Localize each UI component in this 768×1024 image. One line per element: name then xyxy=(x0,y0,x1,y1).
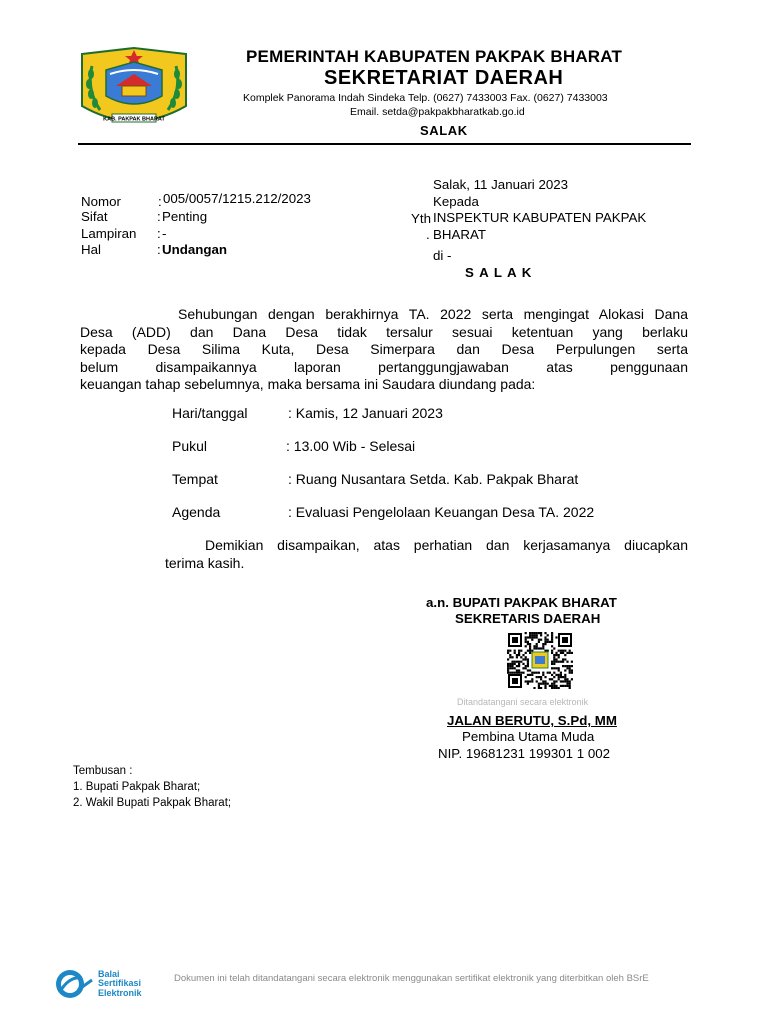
signer-name: JALAN BERUTU, S.Pd, MM xyxy=(447,713,617,728)
lampiran-value: - xyxy=(162,226,167,241)
detail-value-time: : 13.00 Wib - Selesai xyxy=(286,438,416,454)
lampiran-colon: : xyxy=(157,226,161,241)
yth-dot: . xyxy=(426,227,430,242)
sifat-value: Penting xyxy=(162,209,208,224)
paragraph-line: keuangan tahap sebelumnya, maka bersama ini Saudara diundang pada: xyxy=(80,376,536,393)
recipient-name-line2: BHARAT xyxy=(433,227,486,242)
detail-label-time: Pukul xyxy=(172,438,208,454)
paragraph-line: Desa (ADD) dan Dana Desa tidak tersalur sesuai ketentuan yang berlaku xyxy=(80,323,688,340)
header-divider xyxy=(78,143,691,145)
signer-rank: Pembina Utama Muda xyxy=(462,729,595,744)
office-city: SALAK xyxy=(420,123,468,138)
hal-colon: : xyxy=(157,242,161,257)
recipient-place: S A L A K xyxy=(465,265,533,280)
detail-value-agenda: : Evaluasi Pengelolaan Keuangan Desa TA. 2022 xyxy=(288,504,595,520)
government-title: PEMERINTAH KABUPATEN PAKPAK BHARAT xyxy=(246,47,623,66)
bsre-line-3: Elektronik xyxy=(98,987,142,998)
nomor-value: 005/0057/1215.212/2023 xyxy=(163,191,311,206)
office-email: Email. setda@pakpakbharatkab.go.id xyxy=(350,106,525,118)
detail-label-date: Hari/tanggal xyxy=(172,405,248,421)
paragraph-line: belum disampaikannya laporan pertanggungjawaban atas penggunaan xyxy=(80,358,688,375)
office-title: SEKRETARIAT DAERAH xyxy=(324,67,564,89)
nomor-label: Nomor xyxy=(81,194,121,209)
hal-value: Undangan xyxy=(162,242,228,257)
bsre-line-2: Sertifikasi xyxy=(98,978,142,989)
cc-item: 2. Wakil Bupati Pakpak Bharat; xyxy=(73,797,232,809)
signature-position: SEKRETARIS DAERAH xyxy=(455,611,601,626)
body-paragraph-1 xyxy=(80,306,688,394)
paragraph-line: Sehubungan dengan berakhirnya TA. 2022 serta mengingat Alokasi Dana xyxy=(178,306,688,322)
letter-date: Salak, 11 Januari 2023 xyxy=(433,177,569,192)
regency-logo xyxy=(78,44,190,130)
logo-caption: KAB. PAKPAK BHARAT xyxy=(103,116,165,123)
detail-label-agenda: Agenda xyxy=(172,504,221,520)
signature-on-behalf: a.n. BUPATI PAKPAK BHARAT xyxy=(426,595,617,610)
bsre-logo xyxy=(52,968,142,1000)
bsre-line-1: Balai xyxy=(98,968,120,979)
bsre-emblem-icon xyxy=(52,968,96,1000)
yth-label: Yth xyxy=(411,211,431,226)
sifat-colon: : xyxy=(157,209,161,224)
cc-item: 1. Bupati Pakpak Bharat; xyxy=(73,781,201,793)
sifat-label: Sifat xyxy=(81,209,108,224)
hal-label: Hal xyxy=(81,242,101,257)
paragraph-line: kepada Desa Silima Kuta, Desa Simerpara dan Desa Perpulungen serta xyxy=(80,341,688,358)
lampiran-label: Lampiran xyxy=(81,226,137,241)
esign-note: Ditandatangani secara elektronik xyxy=(457,697,589,707)
recipient-name-line1: INSPEKTUR KABUPATEN PAKPAK xyxy=(433,210,647,225)
body-paragraph-2 xyxy=(165,537,688,572)
detail-value-date: : Kamis, 12 Januari 2023 xyxy=(288,405,443,421)
paragraph-line: terima kasih. xyxy=(165,554,245,571)
detail-label-place: Tempat xyxy=(172,471,218,487)
qr-code xyxy=(507,632,573,689)
paragraph-line: Demikian disampaikan, atas perhatian dan kerjasamanya diucapkan xyxy=(205,537,688,553)
kepada-label: Kepada xyxy=(433,194,479,209)
office-address: Komplek Panorama Indah Sindeka Telp. (0627) 7433003 Fax. (0627) 7433003 xyxy=(243,92,608,104)
detail-value-place: : Ruang Nusantara Setda. Kab. Pakpak Bharat xyxy=(288,471,579,487)
footer-esign-note: Dokumen ini telah ditandatangani secara elektronik menggunakan sertifikat elektronik yang diterbitkan oleh BSrE xyxy=(174,973,649,984)
recipient-di: di - xyxy=(433,248,452,263)
cc-title: Tembusan : xyxy=(73,765,133,777)
nomor-colon: : xyxy=(158,194,162,209)
signer-nip: NIP. 19681231 199301 1 002 xyxy=(438,746,611,761)
